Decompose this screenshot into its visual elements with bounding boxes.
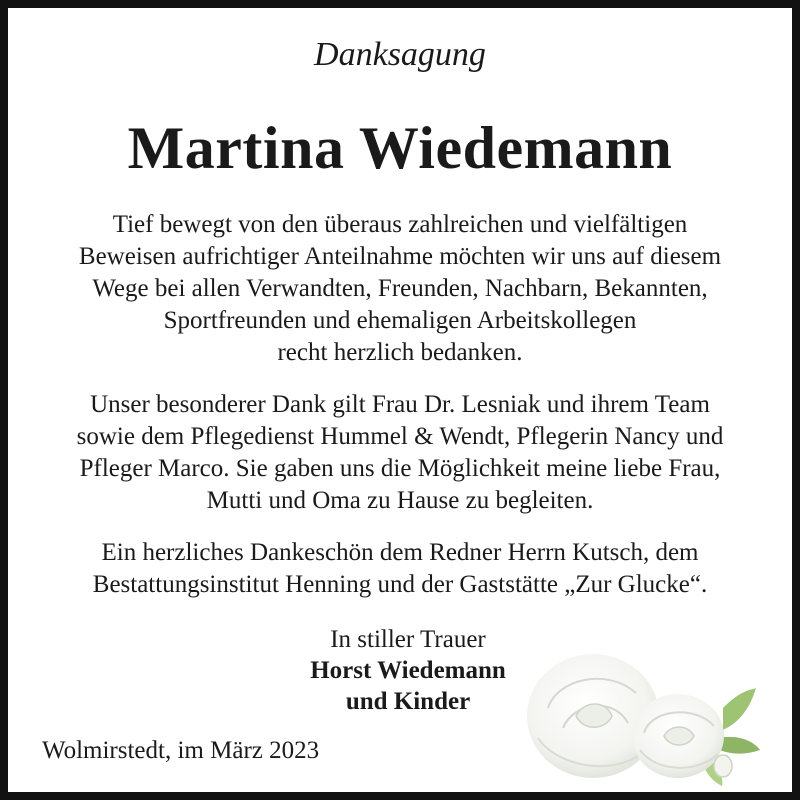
signer-name: Horst Wiedemann bbox=[310, 657, 506, 684]
thanks-paragraph-1 bbox=[28, 209, 772, 369]
text-line: sowie dem Pflegedienst Hummel & Wendt, Pflegerin Nancy und bbox=[76, 423, 724, 450]
text-line: Beweisen aufrichtiger Anteilnahme möchten wir uns auf diesem bbox=[78, 243, 722, 270]
text-line: Mutti und Oma zu Hause zu begleiten. bbox=[206, 487, 594, 514]
text-line: Wege bei allen Verwandten, Freunden, Nachbarn, Bekannten, bbox=[92, 275, 708, 302]
white-roses-icon bbox=[518, 638, 774, 788]
deceased-name: Martina Wiedemann bbox=[127, 115, 673, 181]
place-date: Wolmirstedt, im März 2023 bbox=[42, 737, 320, 764]
text-line: Sportfreunden und ehemaligen Arbeitskollegen bbox=[163, 307, 637, 334]
text-line: recht herzlich bedanken. bbox=[277, 339, 523, 366]
thanks-paragraph-3 bbox=[28, 537, 772, 601]
signoff-intro: In stiller Trauer bbox=[330, 626, 486, 653]
text-line: Tief bewegt von den überaus zahlreichen und vielfältigen bbox=[112, 211, 688, 238]
text-line: Ein herzliches Dankeschön dem Redner Herrn Kutsch, dem bbox=[101, 539, 699, 566]
notice-heading: Danksagung bbox=[314, 36, 486, 73]
text-line: Pfleger Marco. Sie gaben uns die Möglichkeit meine liebe Frau, bbox=[79, 455, 721, 482]
signer-family: und Kinder bbox=[345, 688, 471, 715]
thanks-paragraph-2 bbox=[28, 389, 772, 517]
text-line: Bestattungsinstitut Henning und der Gaststätte „Zur Glucke“. bbox=[92, 571, 708, 598]
text-line: Unser besonderer Dank gilt Frau Dr. Lesniak und ihrem Team bbox=[90, 391, 710, 418]
